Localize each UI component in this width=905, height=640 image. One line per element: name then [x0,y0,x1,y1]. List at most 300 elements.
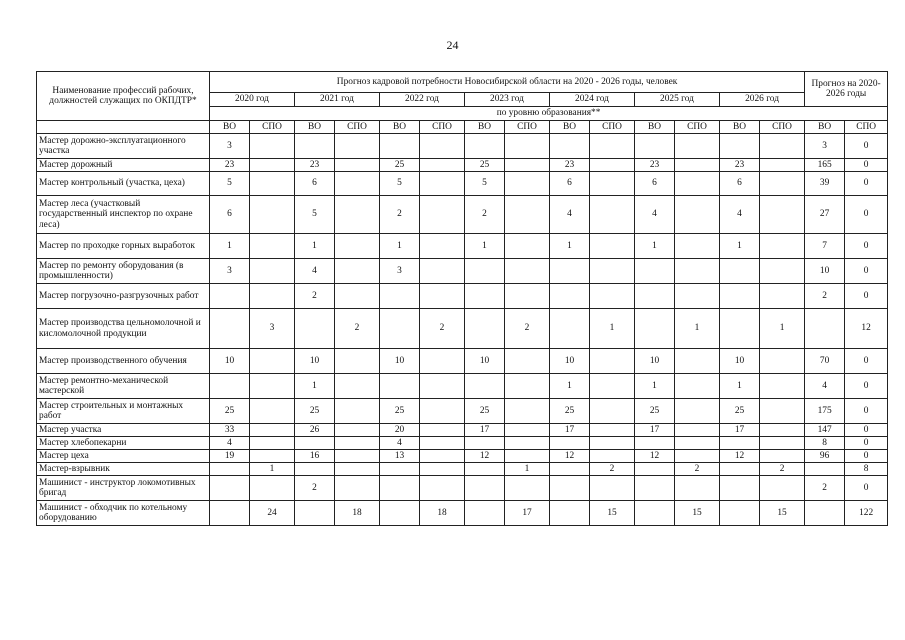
value-cell: 6 [635,172,675,196]
profession-name-cell: Мастер-взрывник [37,463,210,476]
value-cell [210,374,250,399]
profession-name-cell: Мастер хлебопекарни [37,437,210,450]
value-cell [760,374,805,399]
value-cell: 1 [760,309,805,349]
value-cell [760,172,805,196]
value-cell [720,259,760,284]
profession-name-cell: Машинист - обходчик по котельному оборудованию [37,501,210,526]
value-cell [465,501,505,526]
table-row [37,374,888,399]
value-cell: 2 [380,196,420,234]
value-cell [675,476,720,501]
value-cell: 0 [845,284,888,309]
value-cell [675,196,720,234]
value-cell [760,196,805,234]
value-cell [335,463,380,476]
value-cell: 8 [805,437,845,450]
value-cell [760,259,805,284]
value-cell [550,437,590,450]
value-cell [250,437,295,450]
value-cell [420,234,465,259]
value-cell [505,349,550,374]
value-cell [295,309,335,349]
value-cell: 18 [420,501,465,526]
table-row [37,349,888,374]
value-cell: 17 [720,424,760,437]
vo-header: ВО [380,121,420,134]
profession-name-cell: Мастер по ремонту оборудования (в промышленности) [37,259,210,284]
value-cell [465,134,505,159]
value-cell [505,424,550,437]
value-cell [380,476,420,501]
value-cell: 10 [210,349,250,374]
table-row [37,159,888,172]
value-cell: 10 [635,349,675,374]
value-cell: 96 [805,450,845,463]
value-cell: 0 [845,134,888,159]
value-cell: 4 [210,437,250,450]
vo-header: ВО [550,121,590,134]
value-cell: 4 [805,374,845,399]
value-cell [335,196,380,234]
value-cell [635,501,675,526]
value-cell: 12 [635,450,675,463]
value-cell [635,259,675,284]
value-cell: 15 [760,501,805,526]
value-cell [675,159,720,172]
value-cell [335,374,380,399]
value-cell: 1 [295,374,335,399]
value-cell [380,501,420,526]
value-cell: 3 [380,259,420,284]
value-cell: 4 [635,196,675,234]
profession-name-cell: Мастер погрузочно-разгрузочных работ [37,284,210,309]
value-cell: 2 [760,463,805,476]
value-cell: 0 [845,399,888,424]
value-cell [805,309,845,349]
value-cell [635,284,675,309]
value-cell: 13 [380,450,420,463]
year-header-2026: 2026 год [720,93,805,107]
value-cell [420,134,465,159]
table-row [37,501,888,526]
value-cell: 15 [675,501,720,526]
value-cell [210,309,250,349]
value-cell [335,450,380,463]
value-cell [505,399,550,424]
value-cell [760,450,805,463]
spo-header: СПО [675,121,720,134]
value-cell: 10 [720,349,760,374]
value-cell: 5 [210,172,250,196]
profession-name-cell: Мастер дорожно-эксплуатационного участка [37,134,210,159]
value-cell [250,259,295,284]
value-cell [720,437,760,450]
spo-header: СПО [335,121,380,134]
value-cell [465,284,505,309]
value-cell [760,424,805,437]
value-cell: 25 [635,399,675,424]
education-level-header-row [37,121,888,134]
value-cell: 1 [550,374,590,399]
value-cell: 0 [845,374,888,399]
profession-name-cell: Машинист - инструктор локомотивных бригад [37,476,210,501]
value-cell [550,501,590,526]
vo-header: ВО [635,121,675,134]
value-cell: 3 [250,309,295,349]
value-cell [505,196,550,234]
value-cell [675,284,720,309]
spo-header: СПО [250,121,295,134]
value-cell [380,374,420,399]
table-row [37,196,888,234]
value-cell [465,259,505,284]
value-cell: 5 [295,196,335,234]
value-cell: 23 [550,159,590,172]
value-cell: 27 [805,196,845,234]
value-cell: 0 [845,424,888,437]
value-cell [250,172,295,196]
value-cell: 12 [465,450,505,463]
value-cell [590,284,635,309]
value-cell: 12 [845,309,888,349]
value-cell: 1 [295,234,335,259]
value-cell [210,284,250,309]
value-cell: 1 [210,234,250,259]
value-cell: 0 [845,259,888,284]
value-cell: 1 [635,374,675,399]
value-cell [720,284,760,309]
value-cell [760,134,805,159]
value-cell [335,424,380,437]
value-cell [335,284,380,309]
value-cell [335,476,380,501]
value-cell [590,476,635,501]
value-cell [420,476,465,501]
value-cell [675,450,720,463]
value-cell: 1 [550,234,590,259]
value-cell: 1 [590,309,635,349]
value-cell: 33 [210,424,250,437]
value-cell [335,172,380,196]
table-row [37,234,888,259]
value-cell [420,437,465,450]
value-cell [210,476,250,501]
value-cell [250,349,295,374]
value-cell [505,159,550,172]
value-cell [420,159,465,172]
table-row [37,309,888,349]
value-cell: 0 [845,437,888,450]
value-cell: 2 [590,463,635,476]
value-cell [505,284,550,309]
value-cell: 1 [250,463,295,476]
value-cell [760,234,805,259]
value-cell [760,399,805,424]
value-cell [675,424,720,437]
value-cell: 0 [845,349,888,374]
table-row [37,424,888,437]
vo-header: ВО [465,121,505,134]
value-cell [720,476,760,501]
empty-corner-cell [37,121,210,134]
value-cell [335,399,380,424]
value-cell [380,309,420,349]
spo-header: СПО [760,121,805,134]
value-cell [295,437,335,450]
value-cell: 0 [845,172,888,196]
value-cell: 23 [635,159,675,172]
value-cell [295,134,335,159]
table-row [37,399,888,424]
spo-header: СПО [505,121,550,134]
value-cell [505,437,550,450]
value-cell: 70 [805,349,845,374]
value-cell: 20 [380,424,420,437]
value-cell: 122 [845,501,888,526]
profession-name-cell: Мастер леса (участковый государственный инспектор по охране леса) [37,196,210,234]
value-cell [550,259,590,284]
value-cell [590,159,635,172]
profession-name-header: Наименование профессий рабочих, должностей служащих по ОКПДТР* [37,72,210,121]
value-cell: 1 [675,309,720,349]
value-cell: 1 [465,234,505,259]
value-cell [760,159,805,172]
value-cell [590,134,635,159]
value-cell [590,234,635,259]
value-cell: 1 [380,234,420,259]
year-header-2020: 2020 год [210,93,295,107]
page-number: 24 [446,38,459,52]
value-cell: 0 [845,476,888,501]
value-cell [250,284,295,309]
value-cell [420,374,465,399]
spo-header: СПО [420,121,465,134]
value-cell: 1 [635,234,675,259]
value-cell: 4 [295,259,335,284]
value-cell [590,399,635,424]
value-cell: 2 [465,196,505,234]
value-cell: 2 [295,284,335,309]
value-cell [295,501,335,526]
value-cell [550,476,590,501]
value-cell [465,437,505,450]
value-cell: 23 [210,159,250,172]
value-cell [675,234,720,259]
value-cell: 175 [805,399,845,424]
value-cell: 1 [505,463,550,476]
value-cell [590,437,635,450]
value-cell: 25 [720,399,760,424]
value-cell [380,284,420,309]
value-cell [420,259,465,284]
forecast-title-header: Прогноз кадровой потребности Новосибирской области на 2020 - 2026 годы, человек [210,72,805,93]
value-cell: 0 [845,196,888,234]
value-cell [505,234,550,259]
value-cell [250,476,295,501]
value-cell [635,309,675,349]
value-cell: 25 [380,159,420,172]
value-cell: 25 [550,399,590,424]
value-cell [550,134,590,159]
vo-header: ВО [720,121,760,134]
value-cell: 2 [335,309,380,349]
profession-name-cell: Мастер по проходке горных выработок [37,234,210,259]
profession-name-cell: Мастер цеха [37,450,210,463]
profession-name-cell: Мастер ремонтно-механической мастерской [37,374,210,399]
value-cell [550,284,590,309]
value-cell [210,463,250,476]
value-cell [675,134,720,159]
value-cell: 2 [675,463,720,476]
value-cell: 3 [805,134,845,159]
value-cell [505,172,550,196]
value-cell [505,450,550,463]
year-header-2024: 2024 год [550,93,635,107]
value-cell [420,284,465,309]
profession-name-cell: Мастер участка [37,424,210,437]
value-cell: 6 [210,196,250,234]
value-cell: 12 [550,450,590,463]
value-cell: 39 [805,172,845,196]
value-cell [635,463,675,476]
value-cell: 1 [720,234,760,259]
value-cell [250,196,295,234]
education-level-note: по уровню образования** [210,107,888,121]
value-cell: 6 [720,172,760,196]
value-cell [250,234,295,259]
value-cell [675,399,720,424]
value-cell [335,134,380,159]
value-cell [505,134,550,159]
value-cell: 5 [380,172,420,196]
value-cell [590,172,635,196]
profession-name-cell: Мастер дорожный [37,159,210,172]
value-cell [335,234,380,259]
value-cell [420,172,465,196]
value-cell: 7 [805,234,845,259]
value-cell [760,349,805,374]
value-cell: 12 [720,450,760,463]
value-cell: 4 [380,437,420,450]
value-cell [250,399,295,424]
profession-name-cell: Мастер строительных и монтажных работ [37,399,210,424]
value-cell [505,476,550,501]
value-cell [590,196,635,234]
value-cell: 10 [550,349,590,374]
value-cell: 6 [550,172,590,196]
value-cell [675,374,720,399]
value-cell: 25 [295,399,335,424]
value-cell: 26 [295,424,335,437]
value-cell [420,450,465,463]
table-row [37,476,888,501]
year-header-2023: 2023 год [465,93,550,107]
value-cell [590,374,635,399]
table-row [37,172,888,196]
workforce-forecast-table [36,71,888,526]
value-cell [550,463,590,476]
profession-name-cell: Мастер производства цельномолочной и кисломолочной продукции [37,309,210,349]
value-cell [380,463,420,476]
value-cell: 19 [210,450,250,463]
value-cell [335,437,380,450]
value-cell [635,437,675,450]
value-cell [250,159,295,172]
table-row [37,437,888,450]
value-cell: 147 [805,424,845,437]
value-cell [335,349,380,374]
value-cell: 17 [465,424,505,437]
table-row [37,134,888,159]
value-cell: 18 [335,501,380,526]
value-cell [675,259,720,284]
value-cell: 165 [805,159,845,172]
value-cell: 2 [420,309,465,349]
value-cell [635,476,675,501]
value-cell: 10 [805,259,845,284]
value-cell: 10 [465,349,505,374]
value-cell [465,309,505,349]
value-cell: 8 [845,463,888,476]
value-cell: 25 [465,399,505,424]
table-row [37,259,888,284]
value-cell: 0 [845,159,888,172]
value-cell [465,476,505,501]
year-header-2021: 2021 год [295,93,380,107]
value-cell: 17 [635,424,675,437]
value-cell: 3 [210,259,250,284]
value-cell [250,424,295,437]
value-cell [420,196,465,234]
profession-name-cell: Мастер контрольный (участка, цеха) [37,172,210,196]
value-cell [420,424,465,437]
value-cell [590,424,635,437]
value-cell: 4 [720,196,760,234]
value-cell [805,501,845,526]
table-row [37,463,888,476]
value-cell [720,463,760,476]
value-cell [335,259,380,284]
value-cell: 3 [210,134,250,159]
value-cell [675,437,720,450]
value-cell [420,399,465,424]
value-cell [590,349,635,374]
vo-header: ВО [295,121,335,134]
value-cell: 15 [590,501,635,526]
value-cell [590,259,635,284]
value-cell [250,450,295,463]
value-cell: 25 [210,399,250,424]
value-cell: 2 [295,476,335,501]
value-cell: 17 [550,424,590,437]
value-cell: 0 [845,450,888,463]
vo-header: ВО [805,121,845,134]
table-row [37,284,888,309]
value-cell: 2 [805,284,845,309]
value-cell [465,463,505,476]
value-cell: 23 [295,159,335,172]
value-cell: 23 [720,159,760,172]
value-cell [675,349,720,374]
value-cell: 25 [380,399,420,424]
value-cell [635,134,675,159]
value-cell: 5 [465,172,505,196]
value-cell [465,374,505,399]
spo-header: СПО [845,121,888,134]
spo-header: СПО [590,121,635,134]
year-header-2025: 2025 год [635,93,720,107]
